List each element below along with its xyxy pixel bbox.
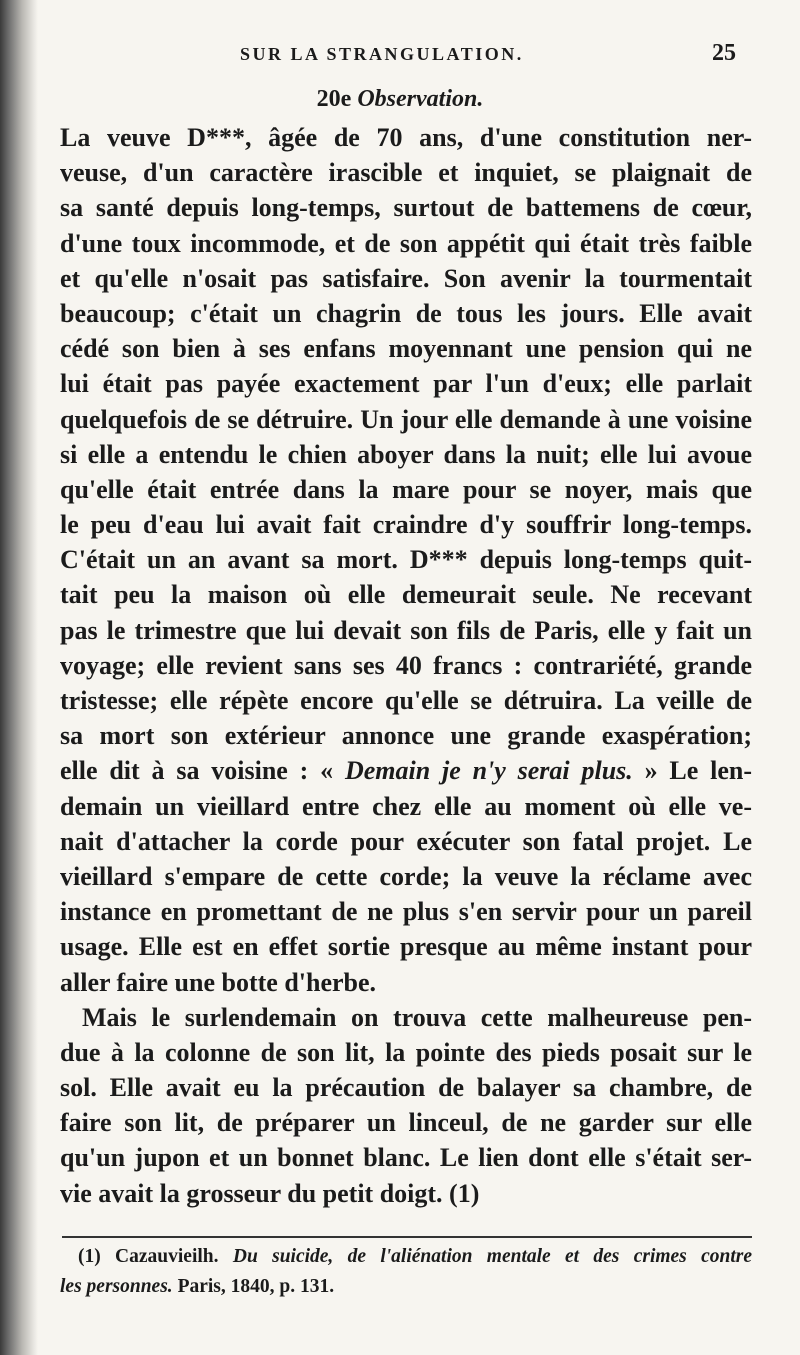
quoted-speech: Demain je n'y serai plus. (344, 756, 633, 786)
text-line: si elle a entendu le chien aboyer dans la nuit; elle lui avoue (60, 439, 752, 469)
observation-number: 20e (316, 86, 352, 112)
text-line: Mais le surlendemain on trouva cette malheureuse pen- (82, 1002, 752, 1032)
running-head: SUR LA STRANGULATION. (240, 44, 524, 64)
footnote (60, 1242, 752, 1302)
text-line: faire son lit, de préparer un linceul, de ne garder sur elle (60, 1108, 752, 1138)
text-line: beaucoup; c'était un chagrin de tous les jours. Elle avait (60, 298, 752, 328)
text-line: tait peu la maison où elle demeurait seule. Ne recevant (60, 580, 752, 610)
text-line: cédé son bien à ses enfans moyennant une pension qui ne (60, 334, 752, 364)
text-line: usage. Elle est en effet sortie presque au même instant pour (60, 932, 752, 962)
footnote-title: Du suicide, de l'aliénation mentale et des crimes contre (232, 1246, 752, 1267)
text-line: lui était pas payée exactement par l'un d'eux; elle parlait (60, 369, 752, 399)
footnote-rule (62, 1236, 752, 1238)
quote-after: » Le len- (644, 756, 752, 786)
text-line: tristesse; elle répète encore qu'elle se détruira. La veille de (60, 686, 752, 715)
text-line: et qu'elle n'osait pas satisfaire. Son avenir la tourmentait (60, 263, 752, 293)
text-line: d'une toux incommode, et de son appétit qui était très faible (60, 228, 752, 258)
text-line: le peu d'eau lui avait fait craindre d'y souffrir long-temps. (60, 510, 752, 540)
text-line: aller faire une botte d'herbe. (60, 967, 377, 997)
text-line: vieillard s'empare de cette corde; la veuve la réclame avec (60, 861, 752, 891)
text-line: vie avait la grosseur du petit doigt. (1) (60, 1178, 480, 1208)
text-line: C'était un an avant sa mort. D*** depuis long-temps quit- (60, 545, 752, 575)
text-line: sa santé depuis long-temps, surtout de battemens de cœur, (60, 193, 752, 223)
page-number: 25 (712, 40, 736, 66)
footnote-line (60, 1242, 752, 1272)
text-line: due à la colonne de son lit, la pointe des pieds posait sur le (60, 1037, 752, 1067)
text-line: qu'un jupon et un bonnet blanc. Le lien dont elle s'était ser- (60, 1143, 752, 1173)
body-text (60, 120, 752, 1211)
text-line: quelquefois de se détruire. Un jour elle demande à une voisine (60, 404, 752, 434)
footnote-title-cont: les personnes. (60, 1276, 173, 1297)
book-spine-shadow (0, 0, 38, 1355)
text-line: pas le trimestre que lui devait son fils de Paris, elle y fait un (60, 615, 752, 645)
observation-heading (0, 86, 800, 113)
text-line: La veuve D***, âgée de 70 ans, d'une constitution ner- (60, 123, 752, 152)
text-line: sa mort son extérieur annonce une grande exaspération; (60, 721, 752, 751)
observation-word: Observation. (357, 86, 484, 112)
text-line: sol. Elle avait eu la précaution de balayer sa chambre, de (60, 1073, 752, 1103)
text-line: qu'elle était entrée dans la mare pour se noyer, mais que (60, 474, 752, 504)
footnote-marker: (1) Cazauvieilh. (78, 1246, 219, 1267)
text-line: nait d'attacher la corde pour exécuter son fatal projet. Le (60, 826, 752, 856)
quote-line (60, 753, 752, 788)
footnote-line (60, 1272, 752, 1302)
text-line: demain un vieillard entre chez elle au moment où elle ve- (60, 791, 752, 821)
quote-before: elle dit à sa voisine : « (60, 756, 334, 786)
text-line: instance en promettant de ne plus s'en servir pour un pareil (60, 897, 752, 927)
text-line: voyage; elle revient sans ses 40 francs : contrariété, grande (60, 650, 752, 680)
text-line: veuse, d'un caractère irascible et inquiet, se plaignait de (60, 158, 752, 188)
footnote-imprint: Paris, 1840, p. 131. (177, 1276, 335, 1297)
